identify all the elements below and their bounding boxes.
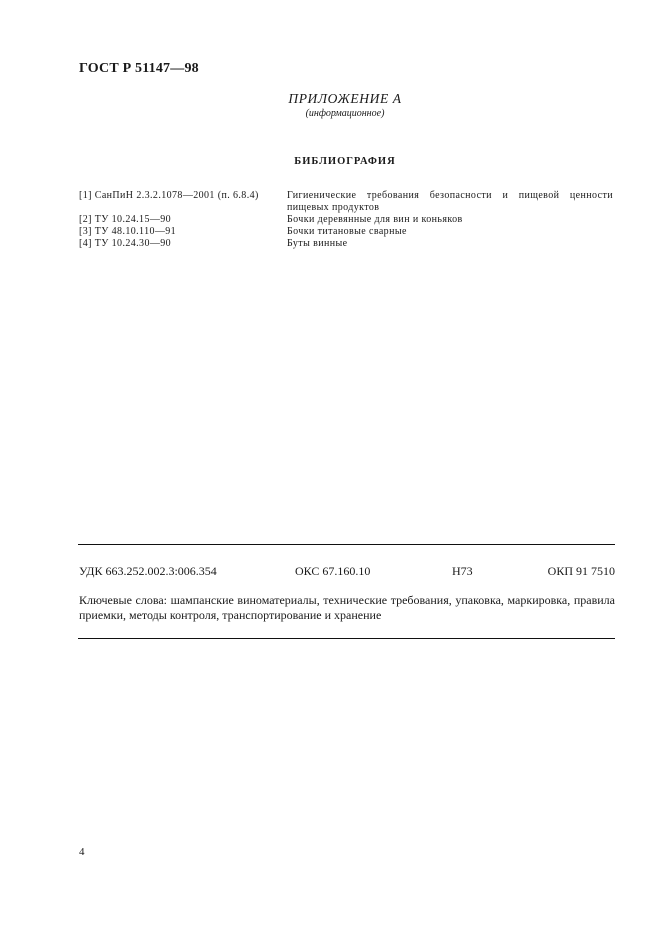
- keywords: Ключевые слова: шампанские виноматериалы, технические требования, упаковка, маркировка, правила приемки, методы контроля, транспортирование и хранение: [79, 593, 615, 622]
- bibliography-ref: [2] ТУ 10.24.15—90: [79, 214, 172, 225]
- bibliography-title: Бочки деревянные для вин и коньяков: [287, 214, 463, 225]
- group-code: Н73: [452, 564, 473, 578]
- bibliography-title: Гигиенические требования безопасности и пищевой ценности пищевых продуктов: [287, 190, 613, 213]
- bibliography-heading: БИБЛИОГРАФИЯ: [294, 156, 396, 167]
- divider-bottom: [78, 638, 615, 639]
- appendix-subtitle: (информационное): [305, 108, 385, 119]
- udk-code: УДК 663.252.002.3:006.354: [79, 564, 217, 578]
- classification-row: [79, 564, 615, 580]
- divider-top: [78, 544, 615, 545]
- bibliography-title: Буты винные: [287, 238, 348, 249]
- bibliography-title: Бочки титановые сварные: [287, 226, 407, 237]
- okp-code: ОКП 91 7510: [547, 564, 615, 578]
- bibliography-ref: [4] ТУ 10.24.30—90: [79, 238, 172, 249]
- oks-code: ОКС 67.160.10: [295, 564, 371, 578]
- standard-code: ГОСТ Р 51147—98: [79, 61, 199, 76]
- appendix-title: ПРИЛОЖЕНИЕ А: [288, 91, 402, 106]
- bibliography-ref: [3] ТУ 48.10.110—91: [79, 226, 177, 237]
- page-number: 4: [79, 846, 85, 858]
- bibliography-ref: [1] СанПиН 2.3.2.1078—2001 (п. 6.8.4): [79, 190, 259, 201]
